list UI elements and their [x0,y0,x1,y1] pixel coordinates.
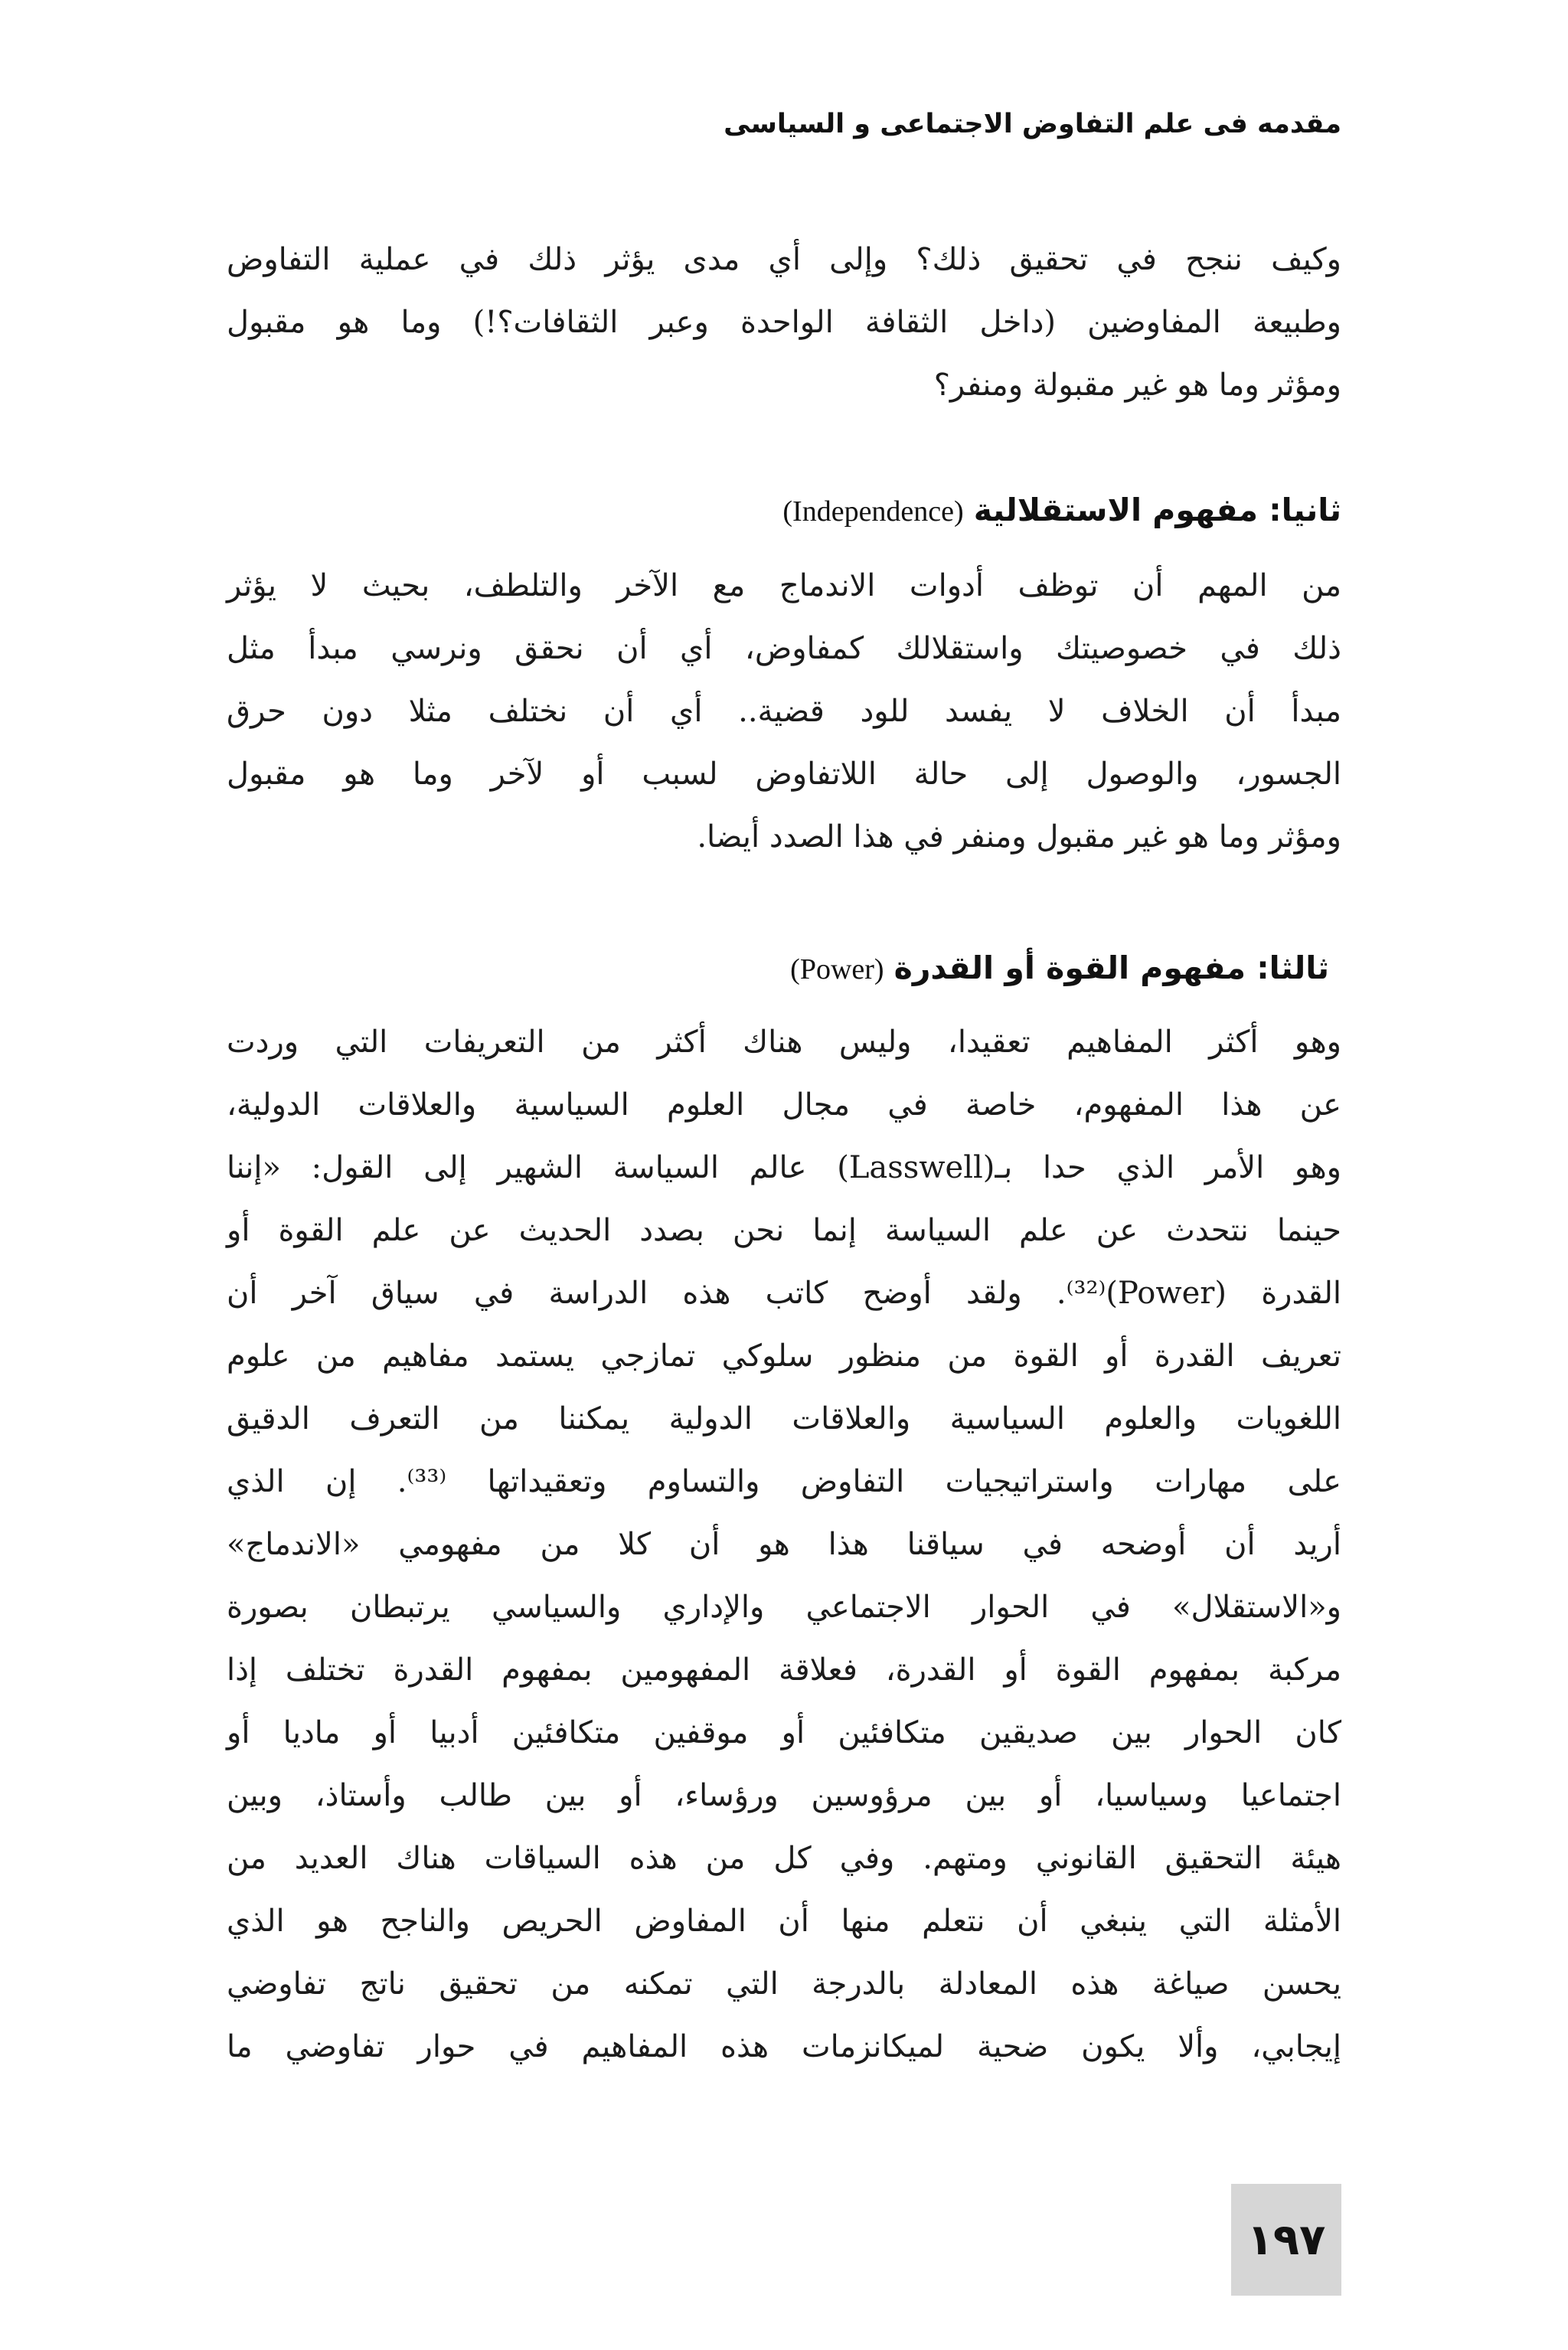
power-paragraph [227,1011,1341,2078]
heading-term: (Power) [790,953,884,985]
text-line: ومؤثر وما هو غير مقبولة ومنفر؟ [933,368,1341,403]
text-line: الأمثلة التي ينبغي أن نتعلم منها أن المفاوض الحريص والناجح هو الذي [227,1904,1341,1939]
text-line: وكيف ننجح في تحقيق ذلك؟ وإلى أي مدى يؤثر ذلك في عملية التفاوض [227,242,1341,277]
page-number-box [1231,2184,1341,2296]
text-line: ذلك في خصوصيتك واستقلالك كمفاوض، أي أن نحقق ونرسي مبدأ مثل [227,631,1341,666]
text-line: على مهارات واستراتيجيات التفاوض والتساوم وتعقيداتها ⁽³³⁾. إن الذي [227,1464,1341,1499]
heading-label: ثالثا: مفهوم القوة أو القدرة [893,949,1329,986]
section-heading-power [790,949,1329,986]
text-line: كان الحوار بين صديقين متكافئين أو موقفين متكافئين أدبيا أو ماديا أو [227,1715,1341,1750]
text-line: هيئة التحقيق القانوني ومتهم. وفي كل من هذه السياقات هناك العديد من [227,1841,1341,1876]
text-line: أريد أن أوضحه في سياقنا هذا هو أن كلا من مفهومي «الاندماج» [227,1527,1341,1562]
text-line: حينما نتحدث عن علم السياسة إنما نحن بصدد الحديث عن علم القوة أو [227,1213,1341,1248]
text-line: من المهم أن توظف أدوات الاندماج مع الآخر والتلطف، بحيث لا يؤثر [227,568,1341,603]
text-line: تعريف القدرة أو القوة من منظور سلوكي تمازجي يستمد مفاهيم من علوم [227,1338,1341,1374]
text-line: الجسور، والوصول إلى حالة اللاتفاوض لسبب أو لآخر وما هو مقبول [227,757,1341,792]
text-line: القدرة (Power)⁽³²⁾. ولقد أوضح كاتب هذه الدراسة في سياق آخر أن [227,1276,1341,1311]
text-line: يحسن صياغة هذه المعادلة بالدرجة التي تمكنه من تحقيق ناتج تفاوضي [227,1966,1341,2002]
text-line: وهو الأمر الذي حدا بـ(Lasswell) عالم السياسة الشهير إلى القول: «إننا [227,1150,1341,1185]
text-line: وطبيعة المفاوضين (داخل الثقافة الواحدة وعبر الثقافات؟!) وما هو مقبول [227,305,1341,340]
section-heading-independence [782,492,1341,528]
text-line: مبدأ أن الخلاف لا يفسد للود قضية.. أي أن نختلف مثلا دون حرق [227,694,1341,729]
text-line: اللغويات والعلوم السياسية والعلاقات الدولية يمكننا من التعرف الدقيق [227,1401,1341,1436]
text-line: ومؤثر وما هو غير مقبول ومنفر في هذا الصدد أيضا. [697,819,1341,855]
text-line: و«الاستقلال» في الحوار الاجتماعي والإداري والسياسي يرتبطان بصورة [227,1590,1341,1625]
text-line: مركبة بمفهوم القوة أو القدرة، فعلاقة المفهومين بمفهوم القدرة تختلف إذا [227,1652,1341,1688]
text-line: إيجابي، وألا يكون ضحية لميكانزمات هذه المفاهيم في حوار تفاوضي ما [227,2029,1341,2064]
text-line: وهو أكثر المفاهيم تعقيدا، وليس هناك أكثر من التعريفات التي وردت [227,1025,1341,1060]
page-number: ١٩٧ [1246,2214,1326,2265]
text-line: عن هذا المفهوم، خاصة في مجال العلوم السياسية والعلاقات الدولية، [227,1087,1341,1123]
heading-term: (Independence) [782,495,964,528]
text-line: اجتماعيا وسياسيا، أو بين مرؤوسين ورؤساء، أو بين طالب وأستاذ، وبين [227,1778,1341,1813]
running-header: مقدمه فى علم التفاوض الاجتماعى و السياسى [724,109,1341,139]
independence-paragraph [227,554,1341,868]
heading-label: ثانيا: مفهوم الاستقلالية [973,492,1341,528]
intro-paragraph [227,228,1341,417]
